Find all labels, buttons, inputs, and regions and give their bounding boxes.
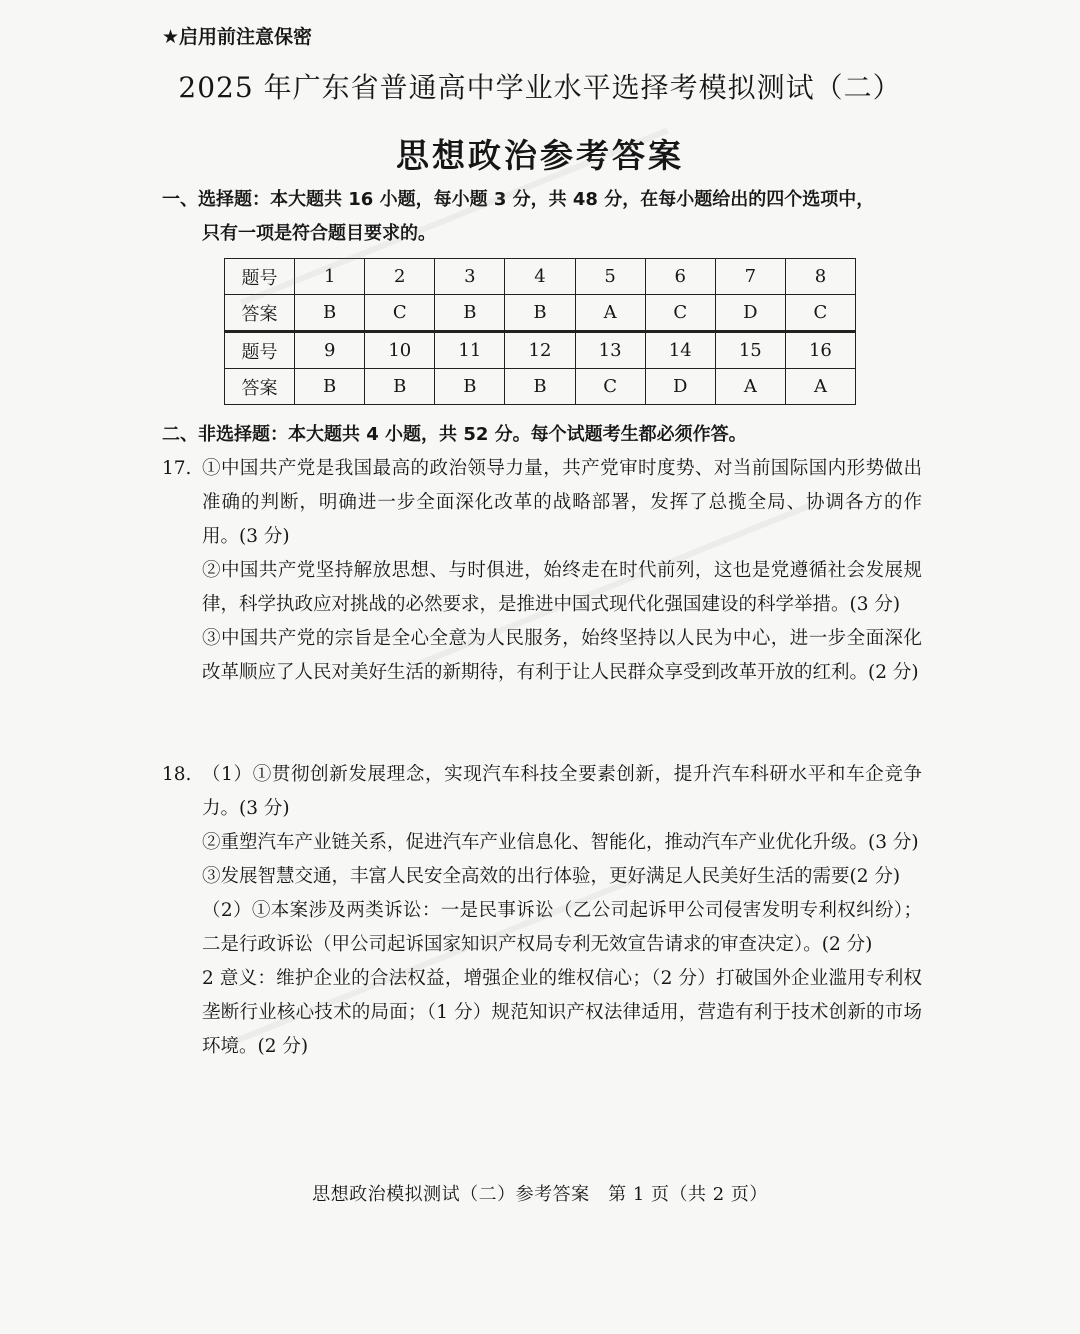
answer-cell: C — [645, 295, 715, 332]
row-label-number: 题号 — [225, 332, 295, 369]
answer-cell: C — [785, 295, 855, 332]
table-row — [225, 332, 856, 369]
question-number: 5 — [575, 259, 645, 295]
answer-point: ②中国共产党坚持解放思想、与时俱进，始终走在时代前列，这也是党遵循社会发展规律，科学执政应对挑战的必然要求，是推进中国式现代化强国建设的科学举措。(3 分) — [202, 560, 922, 615]
answer-cell: B — [435, 369, 505, 405]
question-number-17: 17. — [162, 458, 192, 479]
question-number: 2 — [365, 259, 435, 295]
question-number: 10 — [365, 332, 435, 369]
answer-point: ③发展智慧交通，丰富人民安全高效的出行体验，更好满足人民美好生活的需要(2 分) — [202, 866, 901, 887]
question-18 — [162, 758, 922, 1064]
answer-cell: B — [295, 369, 365, 405]
question-number-18: 18. — [162, 764, 192, 785]
section2-heading: 二、非选择题：本大题共 4 小题，共 52 分。每个试题考生都必须作答。 — [162, 424, 747, 445]
section1-heading — [162, 183, 922, 251]
answer-cell: A — [575, 295, 645, 332]
answer-point: （1）①贯彻创新发展理念，实现汽车科技全要素创新，提升汽车科研水平和车企竞争力。(3 分) — [202, 764, 922, 819]
answer-cell: B — [505, 295, 575, 332]
answer-point: ①中国共产党是我国最高的政治领导力量，共产党审时度势、对当前国际国内形势做出准确的判断，明确进一步全面深化改革的战略部署，发挥了总揽全局、协调各方的作用。(3 分) — [202, 458, 922, 547]
table-row — [225, 295, 856, 332]
confidential-notice: ★启用前注意保密 — [162, 26, 313, 48]
answer-point: 2 意义：维护企业的合法权益，增强企业的维权信心；（2 分）打破国外企业滥用专利权垄断行业核心技术的局面；（1 分）规范知识产权法律适用，营造有利于技术创新的市场环境。(2 分) — [202, 968, 922, 1057]
answer-key-title: 思想政治参考答案 — [396, 136, 684, 175]
question-number: 8 — [785, 259, 855, 295]
answer-cell: C — [365, 295, 435, 332]
page-footer: 思想政治模拟测试（二）参考答案 第 1 页（共 2 页） — [312, 1184, 768, 1205]
answer-point: ②重塑汽车产业链关系，促进汽车产业信息化、智能化，推动汽车产业优化升级。(3 分) — [202, 832, 919, 853]
answer-cell: B — [435, 295, 505, 332]
section1-heading-line1: 一、选择题：本大题共 16 小题，每小题 3 分，共 48 分，在每小题给出的四个选项中， — [162, 189, 875, 210]
answer-cell: D — [715, 295, 785, 332]
question-number: 14 — [645, 332, 715, 369]
answer-cell: C — [575, 369, 645, 405]
question-number: 9 — [295, 332, 365, 369]
answer-cell: B — [505, 369, 575, 405]
exam-title: 2025 年广东省普通高中学业水平选择考模拟测试（二） — [178, 71, 902, 104]
question-number: 6 — [645, 259, 715, 295]
row-label-number: 题号 — [225, 259, 295, 295]
question-17 — [162, 452, 922, 690]
table-row — [225, 259, 856, 295]
answer-point: （2）①本案涉及两类诉讼：一是民事诉讼（乙公司起诉甲公司侵害发明专利权纠纷）；二是行政诉讼（甲公司起诉国家知识产权局专利无效宣告请求的审查决定）。(2 分) — [202, 900, 922, 955]
question-number: 7 — [715, 259, 785, 295]
question-number: 1 — [295, 259, 365, 295]
row-label-answer: 答案 — [225, 369, 295, 405]
section1-heading-line2: 只有一项是符合题目要求的。 — [202, 223, 436, 244]
question-number: 16 — [785, 332, 855, 369]
answer-cell: A — [785, 369, 855, 405]
row-label-answer: 答案 — [225, 295, 295, 332]
answer-cell: A — [715, 369, 785, 405]
answer-cell: B — [295, 295, 365, 332]
answer-point: ③中国共产党的宗旨是全心全意为人民服务，始终坚持以人民为中心，进一步全面深化改革顺应了人民对美好生活的新期待，有利于让人民群众享受到改革开放的红利。(2 分) — [202, 628, 922, 683]
question-number: 15 — [715, 332, 785, 369]
question-number: 12 — [505, 332, 575, 369]
question-number: 11 — [435, 332, 505, 369]
question-number: 3 — [435, 259, 505, 295]
question-number: 13 — [575, 332, 645, 369]
answer-cell: D — [645, 369, 715, 405]
answer-cell: B — [365, 369, 435, 405]
table-row — [225, 369, 856, 405]
question-number: 4 — [505, 259, 575, 295]
answer-table — [224, 258, 856, 405]
